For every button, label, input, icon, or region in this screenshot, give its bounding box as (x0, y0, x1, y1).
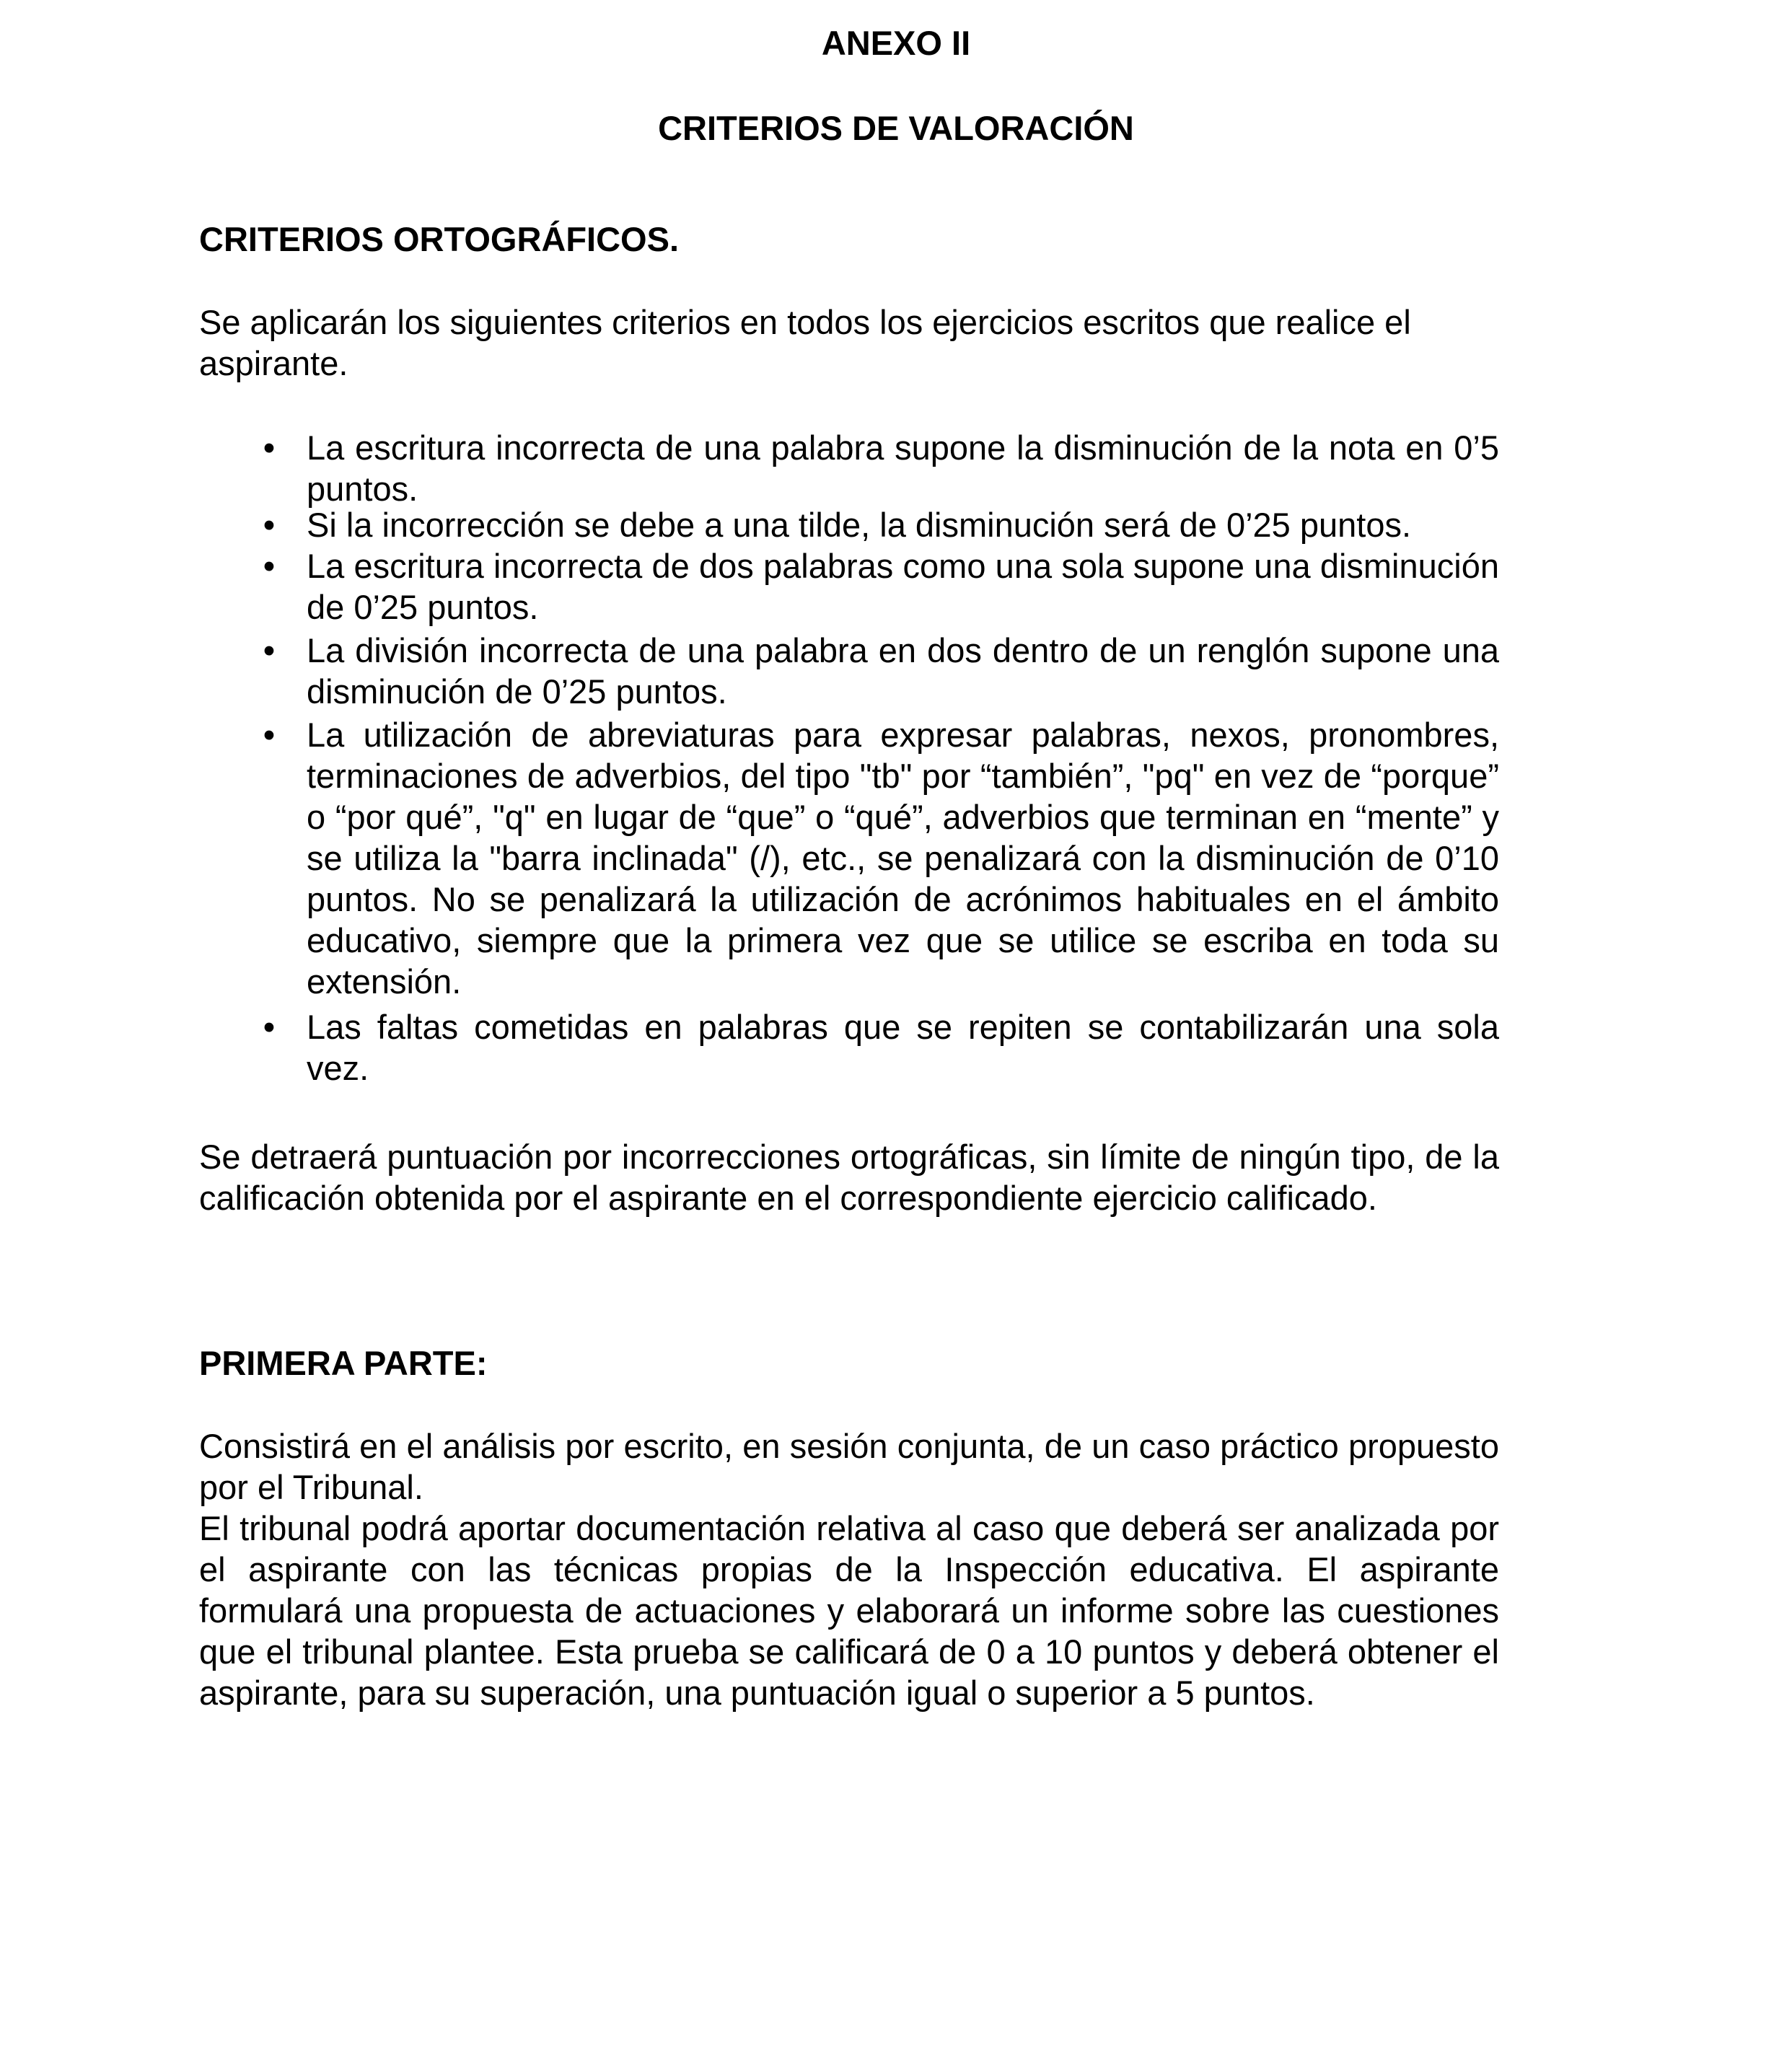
list-item-text: La división incorrecta de una palabra en dos dentro de un renglón supone una disminución de 0’25 puntos. (307, 631, 1499, 711)
list-item-text: La escritura incorrecta de dos palabras como una sola supone una disminución de 0’25 puntos. (307, 547, 1499, 626)
list-item-text: Las faltas cometidas en palabras que se repiten se contabilizarán una sola vez. (307, 1008, 1499, 1087)
list-item-text: La escritura incorrecta de una palabra supone la disminución de la nota en 0’5 puntos. (307, 428, 1499, 508)
bullet-icon: • (263, 1008, 276, 1046)
bullet-icon: • (263, 716, 276, 754)
list-item-text: La utilización de abreviaturas para expresar palabras, nexos, pronombres, terminaciones de adverbios, del tipo "tb" por “también”, "pq" en vez de “porque” o “por qué”, "q" en lugar de “que” o “qué”, adverbios que terminan en “mente” y se utiliza la "barra inclinada" (/), etc., se penalizará con la disminución de 0’10 puntos. No se penalizará la utilización de acrónimos habituales en el ámbito educativo, siempre que la primera vez que se utilice se escriba en toda su extensión. (307, 716, 1499, 1001)
list-item (263, 714, 1499, 1002)
list-item (263, 427, 1499, 509)
bullet-icon: • (263, 428, 276, 467)
bullet-icon: • (263, 547, 276, 585)
annex-title: ANEXO II (821, 24, 971, 62)
orthographic-criteria-title: CRITERIOS ORTOGRÁFICOS. (199, 220, 679, 258)
bullet-icon: • (263, 506, 276, 544)
list-item (263, 545, 1499, 628)
orthographic-closing: Se detraerá puntuación por incorrecciones ortográficas, sin límite de ningún tipo, de la calificación obtenida por el aspirante en el correspondiente ejercicio calificado. (199, 1138, 1499, 1217)
list-item-text: Si la incorrección se debe a una tilde, la disminución será de 0’25 puntos. (307, 506, 1412, 544)
list-item (263, 504, 1499, 545)
list-item (263, 630, 1499, 712)
bullet-icon: • (263, 631, 276, 669)
orthographic-intro: Se aplicarán los siguientes criterios en todos los ejercicios escritos que realice el aspirante. (199, 303, 1411, 382)
first-part-title: PRIMERA PARTE: (199, 1344, 488, 1382)
list-item (263, 1006, 1499, 1089)
first-part-paragraph-1: Consistirá en el análisis por escrito, en sesión conjunta, de un caso práctico propuesto por el Tribunal. (199, 1427, 1499, 1506)
first-part-paragraph-2: El tribunal podrá aportar documentación relativa al caso que deberá ser analizada por el aspirante con las técnicas propias de la Inspección educativa. El aspirante formulará una propuesta de actuaciones y elaborará un informe sobre las cuestiones que el tribunal plantee. Esta prueba se calificará de 0 a 10 puntos y deberá obtener el aspirante, para su superación, una puntuación igual o superior a 5 puntos. (199, 1509, 1499, 1712)
main-title: CRITERIOS DE VALORACIÓN (658, 109, 1134, 147)
